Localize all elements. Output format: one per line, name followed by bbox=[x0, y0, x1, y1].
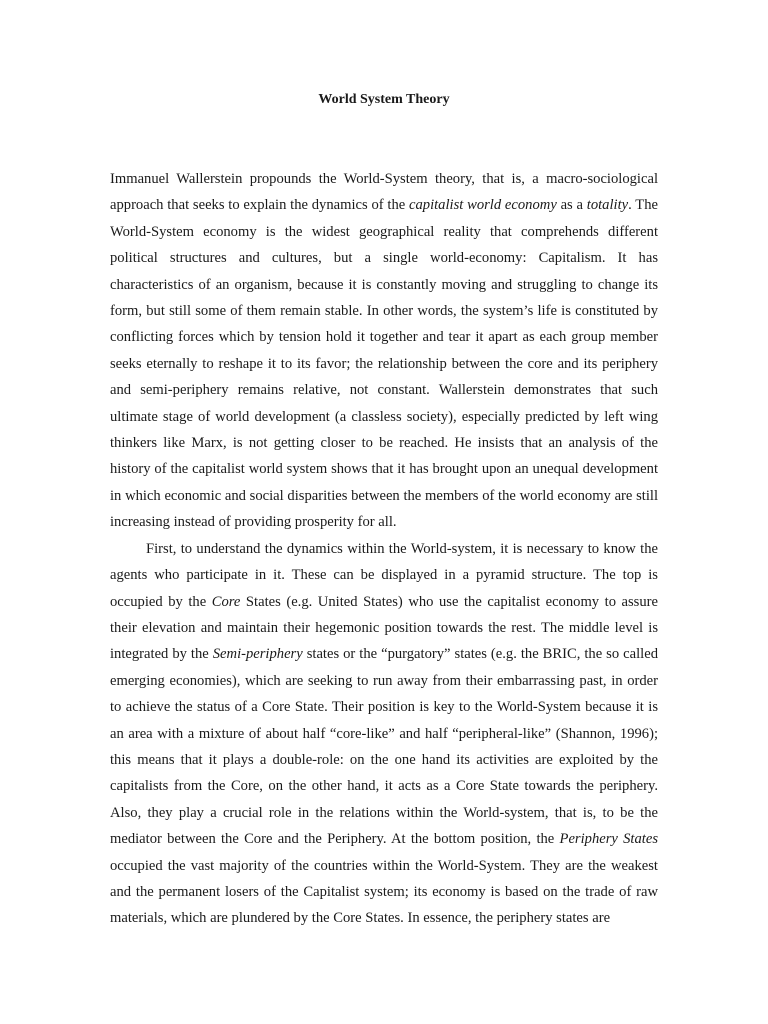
paragraph-1-italic-capitalist-world-economy: capitalist world economy bbox=[409, 197, 557, 214]
paragraph-2-text-a: First, to understand the dynamics within the World-system, it is necessary to know the agents who participate in it. These can be displayed in a pyramid structure. The top is occupied by the bbox=[110, 540, 658, 610]
paragraph-1 bbox=[110, 166, 658, 536]
paragraph-2-italic-core: Core bbox=[211, 593, 241, 610]
document-title: World System Theory bbox=[318, 92, 450, 107]
paragraph-2-text-b: States (e.g. United States) who use the capitalist economy to assure their elevation and maintain their hegemonic position towards the rest. The middle level is integrated by the bbox=[110, 593, 658, 663]
paragraph-2-italic-semi-periphery: Semi-periphery bbox=[212, 646, 303, 663]
paragraph-1-text-a: Immanuel Wallerstein propounds the World-System theory, that is, a macro-sociological approach that seeks to explain the dynamics of the bbox=[110, 171, 658, 214]
document-body bbox=[110, 166, 658, 932]
paragraph-2-italic-periphery-states: Periphery States bbox=[559, 831, 658, 848]
paragraph-1-text-b: as a bbox=[556, 197, 587, 214]
paragraph-2-text-c: states or the “purgatory” states (e.g. the BRIC, the so called emerging economies), which are seeking to run away from their embarrassing past, in order to achieve the status of a Core State. Their position is key to the World-System because it is an area with a mixture of about half “core-like” and half “peripheral-like” (Shannon, 1996); this means that it plays a double-role: on the one hand its activities are exploited by the capitalists from the Core, on the other hand, it acts as a Core State towards the periphery. Also, they play a crucial role in the relations within the World-system, that is, to be the mediator between the Core and the Periphery. At the bottom position, the bbox=[110, 646, 658, 848]
paragraph-1-italic-totality: totality bbox=[586, 197, 629, 214]
paragraph-2-text-d: occupied the vast majority of the countries within the World-System. They are the weakest and the permanent losers of the Capitalist system; its economy is based on the trade of raw materials, which are plundered by the Core States. In essence, the periphery states are bbox=[110, 857, 658, 927]
paragraph-1-text-c: . The World-System economy is the widest geographical reality that comprehends different political structures and cultures, but a single world-economy: Capitalism. It has characteristics of an organism, because it is constantly moving and struggling to change its form, but still some of them remain stable. In other words, the system’s life is constituted by conflicting forces which by tension hold it together and tear it apart as each group member seeks eternally to reshape it to its favor; the relationship between the core and its periphery and semi-periphery remains relative, not constant. Wallerstein demonstrates that such ultimate stage of world development (a classless society), especially predicted by left wing thinkers like Marx, is not getting closer to be reached. He insists that an analysis of the history of the capitalist world system shows that it has brought upon an unequal development in which economic and social disparities between the members of the world economy are still increasing instead of providing prosperity for all. bbox=[110, 197, 658, 531]
paragraph-2 bbox=[110, 536, 658, 932]
